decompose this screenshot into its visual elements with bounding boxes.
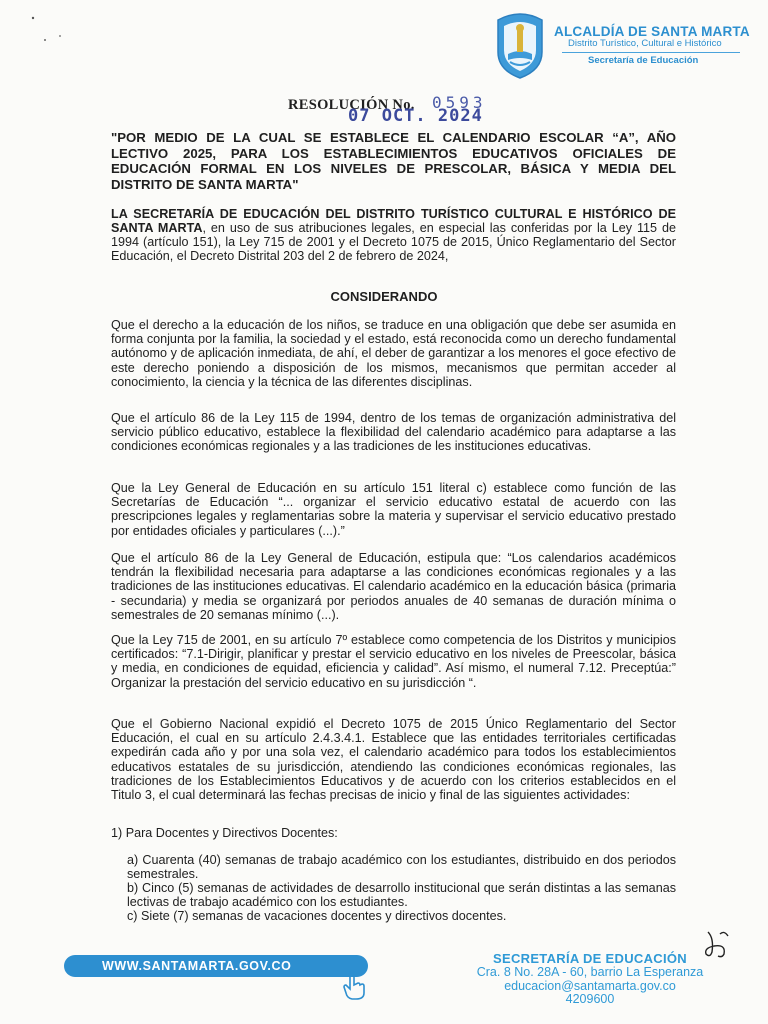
brand-department: Secretaría de Educación [588, 55, 699, 66]
footer-department: SECRETARÍA DE EDUCACIÓN [493, 951, 687, 966]
paragraph: 1) Para Docentes y Directivos Docentes: [111, 826, 338, 840]
intro-paragraph [111, 207, 676, 263]
footer-contact [450, 951, 730, 1007]
resolution-number: 0593 [432, 93, 487, 112]
website-link[interactable]: WWW.SANTAMARTA.GOV.CO [102, 959, 292, 973]
scan-specks [30, 14, 70, 44]
brand-subtitle: Distrito Turístico, Cultural e Histórico [568, 38, 722, 49]
intro-authority: LA SECRETARÍA DE EDUCACIÓN DEL DISTRITO TURÍSTICO CULTURAL E HISTÓRICO DE SANTA MARTA [111, 207, 676, 235]
brand-title: ALCALDÍA DE SANTA MARTA [554, 24, 750, 39]
footer-phone: 4209600 [565, 992, 615, 1006]
resolution-label: RESOLUCIÓN No. [288, 97, 415, 113]
list-item: b) Cinco (5) semanas de actividades de desarrollo institucional que serán distintas a las semanas lectivas de trabajo académico con los estudiantes. [127, 881, 676, 910]
pointer-hand-icon [340, 971, 368, 1001]
brand-divider [562, 52, 740, 53]
document-title: "POR MEDIO DE LA CUAL SE ESTABLECE EL CALENDARIO ESCOLAR “A”, AÑO LECTIVO 2025, PARA LOS ESTABLECIMIENTOS EDUCATIVOS OFICIALES DE EDUCACIÓN FORMAL EN LOS NIVELES DE PRESCOLAR, BÁSICA Y MEDIA DEL DISTRITO DE SANTA MARTA" [111, 130, 676, 192]
santa-marta-shield-logo [494, 10, 546, 80]
paragraph: Que la Ley 715 de 2001, en su artículo 7º establece como competencia de los Distritos y municipios certificados: “7.1-Dirigir, planificar y prestar el servicio educativo en los niveles de Preescolar, básica y media, en condiciones de equidad, eficiencia y calidad”. Así mismo, el numeral 7.12. Preceptúa:” Organizar la prestación del servicio educativo en su jurisdicción “. [111, 633, 676, 690]
section-heading: CONSIDERANDO [330, 289, 438, 304]
footer-address: Cra. 8 No. 28A - 60, barrio La Esperanza [476, 965, 704, 979]
date-stamp: 07 OCT. 2024 [348, 106, 483, 126]
footer-email[interactable]: educacion@santamarta.gov.co [504, 978, 676, 993]
list-item: a) Cuarenta (40) semanas de trabajo académico con los estudiantes, distribuido en dos periodos semestrales. [127, 853, 676, 882]
paragraph: Que la Ley General de Educación en su artículo 151 literal c) establece como función de las Secretarías de Educación “... organizar el servicio educativo estatal de acuerdo con las prescripciones legales y reglamentarias sobre la materia y supervisar el servicio educativo prestado por entidades oficiales y particulares (...).” [111, 481, 676, 538]
paragraph: Que el artículo 86 de la Ley 115 de 1994, dentro de los temas de organización administrativa del servicio público educativo, establece la flexibilidad del calendario académico para adaptarse a las condiciones económicas regionales y a las tradiciones de les instituciones educativas. [111, 411, 676, 454]
handwritten-initial-signature [700, 928, 734, 960]
list-item: c) Siete (7) semanas de vacaciones docentes y directivos docentes. [127, 909, 507, 923]
paragraph: Que el Gobierno Nacional expidió el Decreto 1075 de 2015 Único Reglamentario del Sector Educación, el cual en su artículo 2.4.3.4.1. Establece que las entidades territoriales certificadas expedirán cada año y por una sola vez, el calendario académico para todos los establecimientos educativos estatales de su jurisdicción, atendiendo las condiciones económicas regionales, las tradiciones de los Establecimientos Educativos y de acuerdo con los criterios establecidos en el Titulo 3, el cual determinará las fechas precisas de inicio y final de las siguientes actividades: [111, 717, 676, 803]
intro-text: , en uso de sus atribuciones legales, en especial las conferidas por la Ley 115 de 1994 (artículo 151), la Ley 715 de 2001 y el Decreto 1075 de 2015, Único Reglamentario del Sector Educación, el Decreto Distrital 203 del 2 de febrero de 2024, [111, 221, 676, 263]
paragraph: Que el artículo 86 de la Ley General de Educación, estipula que: “Los calendarios académicos tendrán la flexibilidad necesaria para adaptarse a las condiciones económicas regionales y a las tradiciones de las instituciones educativas. El calendario académico en la educación básica (primaria - secundaria) y media se organizará por periodos anuales de 40 semanas de duración mínima o semestrales de 20 semanas mínimo (...). [111, 551, 676, 622]
paragraph: Que el derecho a la educación de los niños, se traduce en una obligación que debe ser asumida en forma conjunta por la familia, la sociedad y el estado, está reconocida como un derecho fundamental autónomo y de aplicación inmediata, de ahí, el deber de garantizar a los menores el goce efectivo de este derecho poniendo a disposición de los mismos, mecanismos que permitan acceder al conocimiento, la ciencia y la técnica de las diferentes disciplinas. [111, 318, 676, 389]
